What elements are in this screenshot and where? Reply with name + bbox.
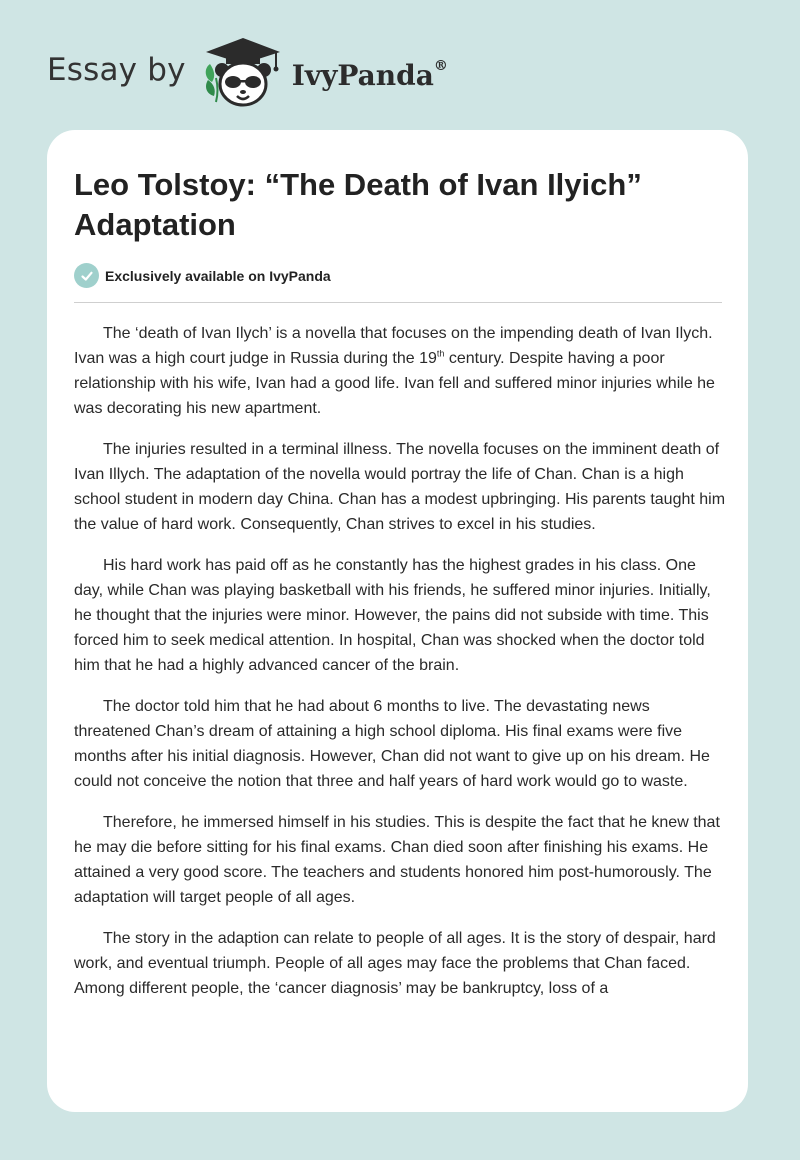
essay-card: [47, 130, 748, 1112]
essay-by-label: Essay by: [47, 52, 186, 88]
paragraph: The doctor told him that he had about 6 months to live. The devastating news threatened Chan’s dream of attaining a high school diploma. His final exams were five months after his initial diagnosis. However, Chan did not want to give up on his dream. He could not conceive the notion that three and half years of hard work would go to waste.: [74, 698, 710, 790]
exclusive-badge: [74, 263, 331, 288]
paragraph: The injuries resulted in a terminal illness. The novella focuses on the imminent death of Ivan Illych. The adaptation of the novella would portray the life of Chan. Chan is a high school student in modern day China. Chan has a modest upbringing. His parents taught him the value of hard work. Consequently, Chan strives to excel in his studies.: [74, 441, 726, 533]
site-header: [47, 34, 448, 114]
ivypanda-logo[interactable]: [200, 34, 448, 114]
paragraph: His hard work has paid off as he constantly has the highest grades in his class. One day, while Chan was playing basketball with his friends, he suffered minor injuries. Initially, he thought that the injuries were minor. However, the pains did not subside with time. This forced him to seek medical attention. In hospital, Chan was shocked when the doctor told him that he had a highly advanced cancer of the brain.: [74, 557, 711, 674]
divider: [74, 302, 722, 303]
paragraph: The story in the adaption can relate to people of all ages. It is the story of despair, hard work, and eventual triumph. People of all ages may face the problems that Chan faced. Among different people, the ‘cancer diagnosis’ may be bankruptcy, loss of a: [74, 930, 716, 997]
paragraph: The ‘death of Ivan Ilych’ is a novella that focuses on the impending death of Ivan Ilych. Ivan was a high court judge in Russia during the 19th century. Despite having a poor relationship with his wife, Ivan had a good life. Ivan fell and suffered minor injuries while he was decorating his new apartment.: [74, 325, 715, 417]
panda-graduate-icon: [200, 34, 286, 114]
essay-body: [74, 321, 726, 1101]
checkmark-icon: [74, 263, 99, 288]
brand-name: IvyPanda®: [291, 58, 448, 92]
paragraph: Therefore, he immersed himself in his studies. This is despite the fact that he knew that he may die before sitting for his final exams. Chan died soon after finishing his exams. He attained a very good score. The teachers and students honored him post-humorously. The adaptation will target people of all ages.: [74, 814, 720, 906]
badge-label: Exclusively available on IvyPanda: [105, 267, 331, 284]
page-title: Leo Tolstoy: “The Death of Ivan Ilyich” Adaptation: [74, 167, 642, 242]
